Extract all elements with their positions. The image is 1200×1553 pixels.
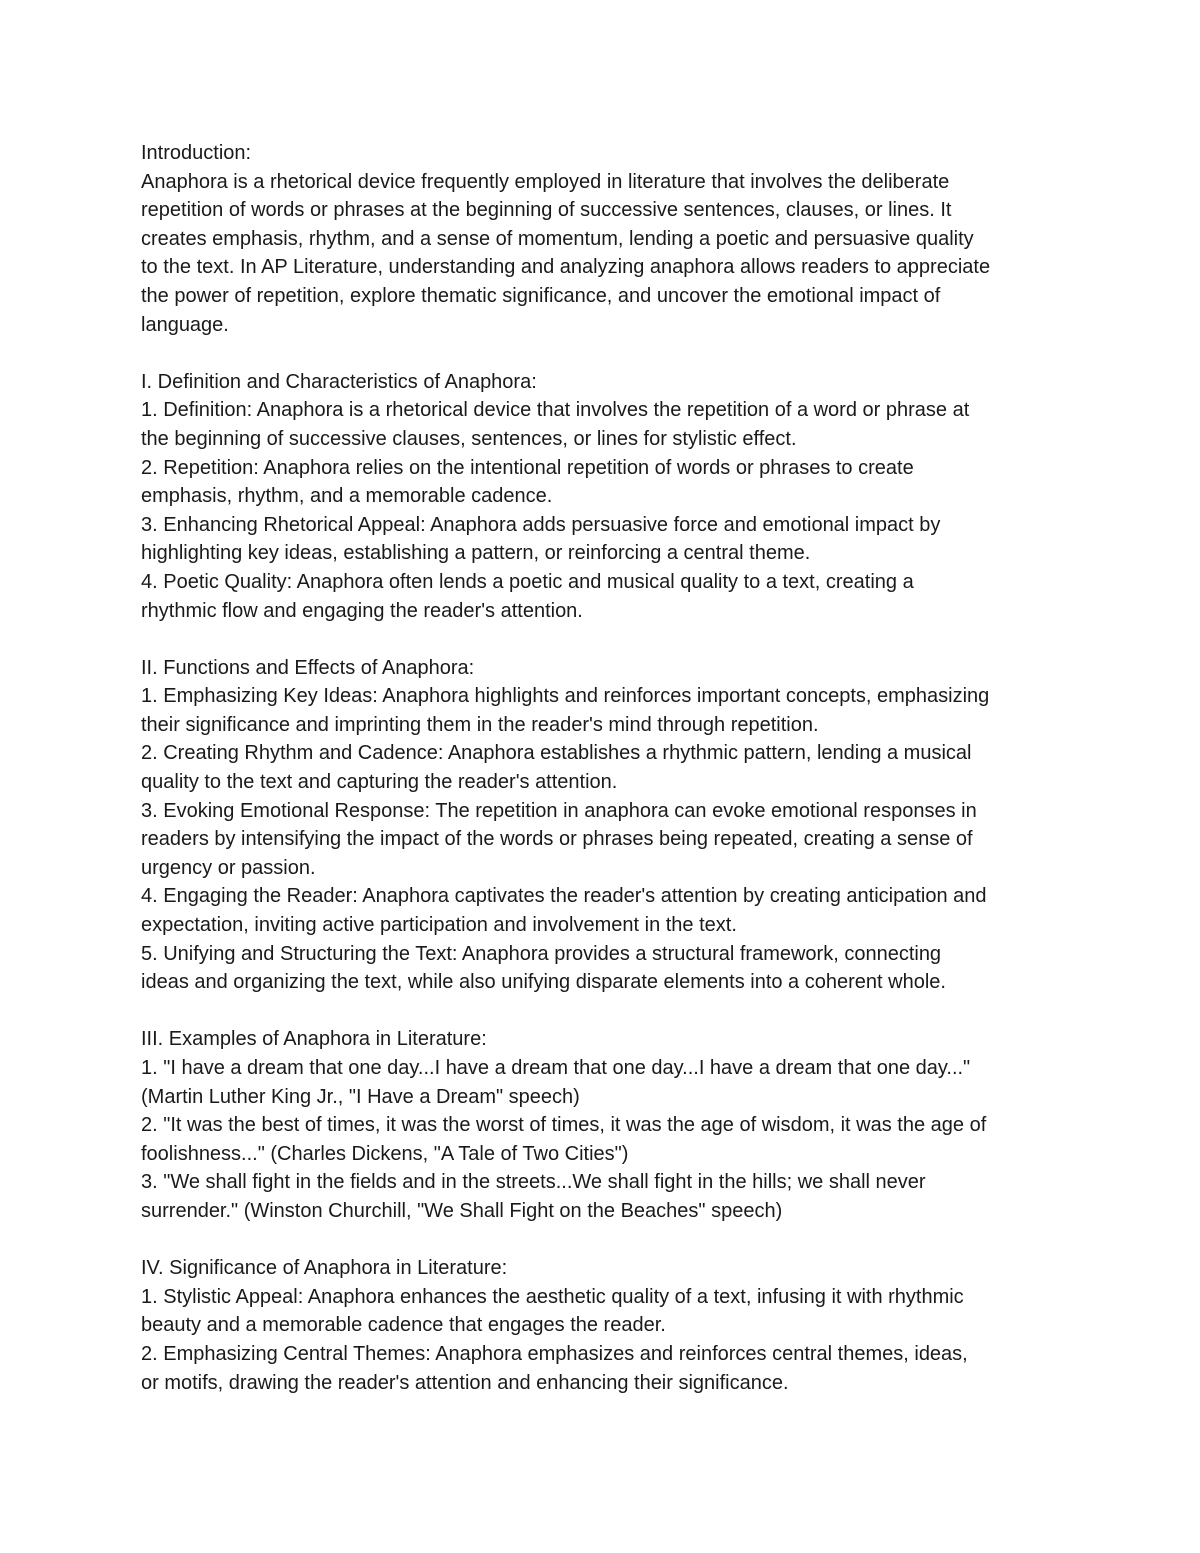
text-line: to the text. In AP Literature, understanding and analyzing anaphora allows readers to appreciate [141,256,991,279]
text-line: or motifs, drawing the reader's attention and enhancing their significance. [141,1371,789,1394]
text-line: foolishness..." (Charles Dickens, "A Tale of Two Cities") [141,1142,629,1165]
section-heading: Introduction: [141,142,252,164]
section-heading: I. Definition and Characteristics of Anaphora: [141,370,537,393]
text-line: (Martin Luther King Jr., "I Have a Dream" speech) [141,1085,580,1108]
functions-section [141,654,1071,997]
text-line: 3. Evoking Emotional Response: The repetition in anaphora can evoke emotional responses in [141,799,977,822]
section-heading: II. Functions and Effects of Anaphora: [141,656,475,679]
text-line: urgency or passion. [141,856,316,879]
text-line: readers by intensifying the impact of the words or phrases being repeated, creating a sense of [141,828,973,851]
text-line: language. [141,313,229,336]
text-line: beauty and a memorable cadence that engages the reader. [141,1314,666,1337]
text-line: 4. Engaging the Reader: Anaphora captivates the reader's attention by creating anticipation and [141,885,987,908]
text-line: 3. Enhancing Rhetorical Appeal: Anaphora adds persuasive force and emotional impact by [141,513,941,536]
text-line: 4. Poetic Quality: Anaphora often lends a poetic and musical quality to a text, creating a [141,570,914,593]
text-line: surrender." (Winston Churchill, "We Shall Fight on the Beaches" speech) [141,1199,783,1222]
text-line: 1. Stylistic Appeal: Anaphora enhances the aesthetic quality of a text, infusing it with rhythmic [141,1285,964,1308]
text-line: 1. Emphasizing Key Ideas: Anaphora highlights and reinforces important concepts, emphasizing [141,685,990,708]
text-line: emphasis, rhythm, and a memorable cadence. [141,485,553,508]
text-line: highlighting key ideas, establishing a pattern, or reinforcing a central theme. [141,542,811,565]
text-line: their significance and imprinting them in the reader's mind through repetition. [141,713,819,736]
document-page [141,139,1071,1426]
text-line: 1. Definition: Anaphora is a rhetorical device that involves the repetition of a word or phrase at [141,399,970,422]
text-line: creates emphasis, rhythm, and a sense of momentum, lending a poetic and persuasive quality [141,227,974,250]
text-line: 2. Repetition: Anaphora relies on the intentional repetition of words or phrases to create [141,456,914,479]
introduction-section [141,139,1071,339]
text-line: 1. "I have a dream that one day...I have a dream that one day...I have a dream that one day..." [141,1057,971,1079]
definition-section [141,368,1071,625]
text-line: 2. Creating Rhythm and Cadence: Anaphora establishes a rhythmic pattern, lending a musical [141,742,972,765]
text-line: repetition of words or phrases at the beginning of successive sentences, clauses, or lines. It [141,199,952,222]
text-line: expectation, inviting active participation and involvement in the text. [141,914,737,937]
section-heading: IV. Significance of Anaphora in Literature: [141,1257,508,1280]
text-line: 2. "It was the best of times, it was the worst of times, it was the age of wisdom, it was the age of [141,1114,987,1137]
significance-section [141,1254,1071,1397]
text-line: 2. Emphasizing Central Themes: Anaphora emphasizes and reinforces central themes, ideas, [141,1342,968,1365]
text-line: 5. Unifying and Structuring the Text: Anaphora provides a structural framework, connecting [141,942,942,965]
text-line: Anaphora is a rhetorical device frequently employed in literature that involves the deliberate [141,170,950,193]
text-line: the beginning of successive clauses, sentences, or lines for stylistic effect. [141,427,797,450]
text-line: ideas and organizing the text, while also unifying disparate elements into a coherent whole. [141,971,946,994]
text-line: quality to the text and capturing the reader's attention. [141,771,618,794]
text-line: rhythmic flow and engaging the reader's attention. [141,599,583,622]
examples-section [141,1025,1071,1225]
text-line: 3. "We shall fight in the fields and in the streets...We shall fight in the hills; we shall never [141,1171,926,1194]
section-heading: III. Examples of Anaphora in Literature: [141,1028,487,1051]
text-line: the power of repetition, explore thematic significance, and uncover the emotional impact of [141,284,941,307]
